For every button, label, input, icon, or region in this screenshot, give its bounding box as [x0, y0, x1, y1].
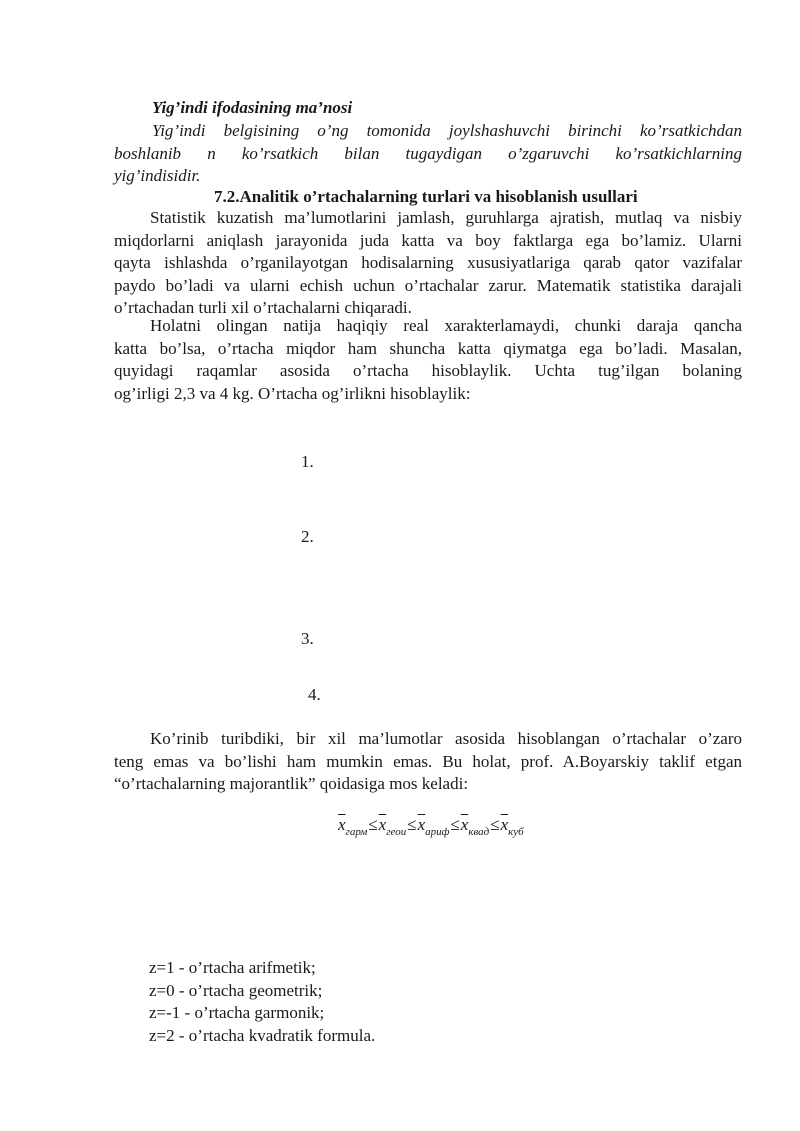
para1-line-1: Statistik kuzatish ma’lumotlarini jamlash, guruhlarga ajratish, mutlaq va nisbiy: [150, 208, 742, 227]
para3-line-2: teng emas va bo’lishi ham mumkin emas. Bu holat, prof. A.Boyarskiy taklif etgan: [114, 751, 742, 771]
section-title: 7.2.Analitik o’rtachalarning turlari va hisoblanish usullari: [214, 187, 638, 206]
para3-line-1: Ko’rinib turibdiki, bir xil ma’lumotlar asosida hisoblangan o’rtachalar o’zaro: [150, 729, 742, 748]
para2-line-3: quyidagi raqamlar asosida o’rtacha hisoblaylik. Uchta tug’ilgan bolaning: [114, 361, 742, 380]
paragraph-1: [114, 207, 742, 320]
mean-symbol: $\overline{x}$: [378, 815, 387, 834]
meaning-paragraph: [114, 120, 742, 188]
formula-number-3: 3.: [301, 629, 314, 648]
para1-line-4: paydo bo’ladi va ularni echish uchun o’rtachalar zarur. Matematik statistika darajali: [114, 275, 742, 295]
mean-symbol: $\overline{x}$: [338, 815, 346, 834]
meaning-line-2: boshlanib n ko’rsatkich bilan tugaydigan o’zgaruvchi ko’rsatkichlarning: [114, 143, 742, 163]
meaning-line-1: Yig’indi belgisining o’ng tomonida joylshashuvchi birinchi ko’rsatkichdan: [152, 121, 742, 140]
mean-symbol: $\overline{x}$: [500, 815, 509, 834]
subscript-harmonic: гарм: [345, 826, 368, 838]
list-item: z=-1 - o’rtacha garmonik;: [149, 1003, 325, 1022]
mean-symbol: $\overline{x}$: [460, 815, 469, 834]
formula-number-1: 1.: [301, 452, 314, 471]
leq-symbol: ≤: [407, 815, 417, 834]
subscript-quadratic: квад: [468, 826, 490, 838]
leq-symbol: ≤: [368, 815, 378, 834]
para1-line-5: o’rtachadan turli xil o’rtachalarni chiqaradi.: [114, 298, 412, 317]
z-value-list: [149, 957, 375, 1047]
list-item: z=0 - o’rtacha geometrik;: [149, 980, 323, 1000]
majorant-inequality: [338, 815, 524, 838]
para2-line-1: Holatni olingan natija haqiqiy real xarakterlamaydi, chunki daraja qancha: [150, 316, 742, 335]
subscript-cubic: куб: [508, 826, 524, 838]
para2-line-4: og’irligi 2,3 va 4 kg. O’rtacha og’irlikni hisoblaylik:: [114, 383, 471, 403]
formula-number-4: 4.: [308, 685, 321, 704]
meaning-line-3: yig’indisidir.: [114, 166, 201, 185]
leq-symbol: ≤: [450, 815, 460, 834]
para1-line-3: qayta ishlashda o’rganilayotgan hodisalarning xususiyatlariga qarab qator vazifalar: [114, 253, 742, 272]
para3-line-3: “o’rtachalarning majorantlik” qoidasiga mos keladi:: [114, 774, 469, 793]
paragraph-3: [114, 728, 742, 796]
list-item: z=2 - o’rtacha kvadratik formula.: [149, 1025, 376, 1045]
para1-line-2: miqdorlarni aniqlash jarayonida juda katta va boy faktlarga ega bo’lamiz. Ularni: [114, 230, 742, 250]
list-item: z=1 - o’rtacha arifmetik;: [149, 958, 316, 977]
formula-number-2: 2.: [301, 527, 314, 546]
mean-symbol: $\overline{x}$: [417, 815, 426, 834]
meaning-heading: Yig’indi ifodasining ma’nosi: [152, 98, 353, 117]
leq-symbol: ≤: [490, 815, 500, 834]
subscript-arithmetic: ариф: [425, 826, 450, 838]
paragraph-2: [114, 315, 742, 405]
subscript-geometric: геои: [386, 826, 407, 838]
para2-line-2: katta bo’lsa, o’rtacha miqdor ham shuncha katta qiymatga ega bo’ladi. Masalan,: [114, 338, 742, 358]
